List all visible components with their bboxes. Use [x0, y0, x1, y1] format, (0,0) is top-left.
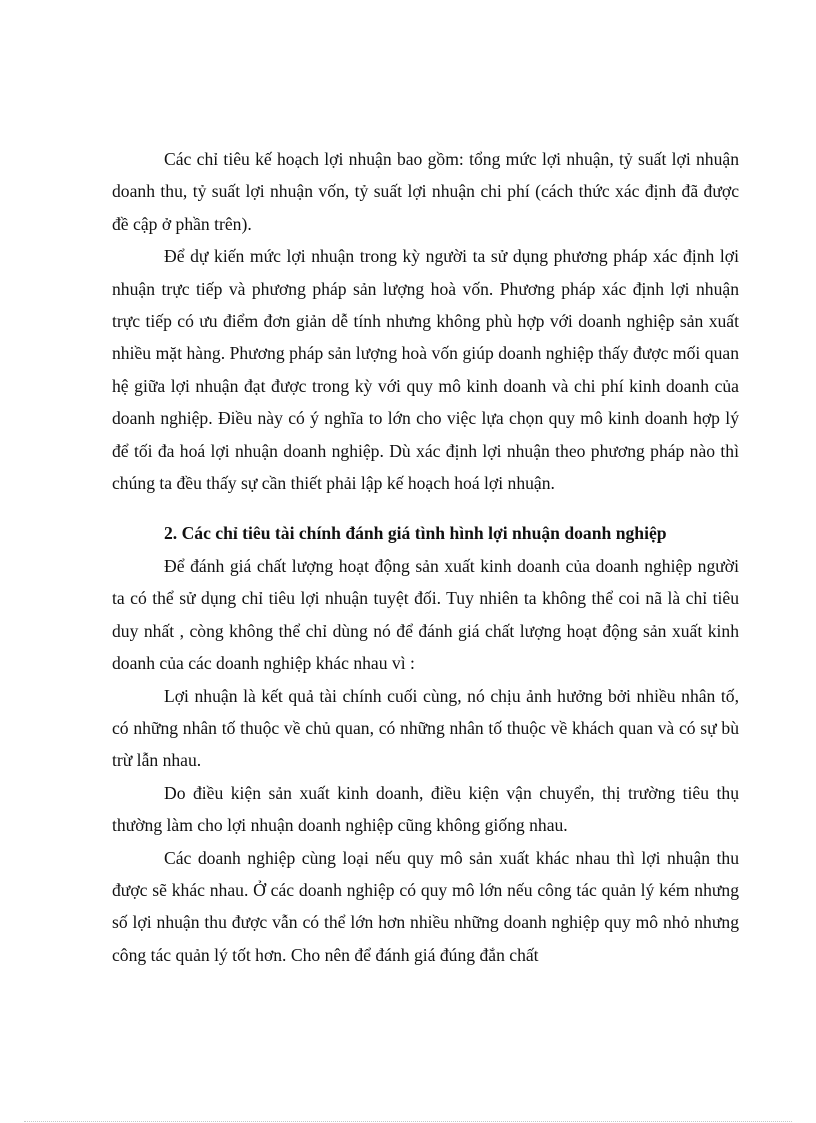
paragraph-profit-estimation-methods: Để dự kiến mức lợi nhuận trong kỳ người ta sử dụng phương pháp xác định lợi nhuận trực tiếp và phương pháp sản lượng hoà vốn. Phương pháp xác định lợi nhuận trực tiếp có ưu điểm đơn giản dễ tính nhưng không phù hợp với doanh nghiệp sản xuất nhiều mặt hàng. Phương pháp sản lượng hoà vốn giúp doanh nghiệp thấy được mối quan hệ giữa lợi nhuận đạt được trong kỳ với quy mô kinh doanh và chi phí kinh doanh của doanh nghiệp. Điều này có ý nghĩa to lớn cho việc lựa chọn quy mô kinh doanh hợp lý để tối đa hoá lợi nhuận doanh nghiệp. Dù xác định lợi nhuận theo phương pháp nào thì chúng ta đều thấy sự cần thiết phải lập kế hoạch hoá lợi nhuận.	[112, 246, 739, 494]
section-heading: 2. Các chỉ tiêu tài chính đánh giá tình hình lợi nhuận doanh nghiệp	[164, 523, 667, 544]
page-bottom-divider	[24, 1121, 792, 1122]
document-body	[112, 143, 739, 971]
paragraph-enterprise-scale: Các doanh nghiệp cùng loại nếu quy mô sản xuất khác nhau thì lợi nhuận thu được sẽ khác nhau. Ở các doanh nghiệp có quy mô lớn nếu công tác quản lý kém nhưng số lợi nhuận thu được vẫn có thể lớn hơn nhiều những doanh nghiệp quy mô nhỏ nhưng công tác quản lý tốt hơn. Cho nên để đánh giá đúng đắn chất	[112, 847, 739, 965]
paragraph-production-conditions: Do điều kiện sản xuất kinh doanh, điều kiện vận chuyển, thị trường tiêu thụ thường làm cho lợi nhuận doanh nghiệp cũng không giống nhau.	[112, 782, 739, 836]
paragraph-absolute-profit-indicator: Để đánh giá chất lượng hoạt động sản xuất kinh doanh của doanh nghiệp người ta có thể sử dụng chỉ tiêu lợi nhuận tuyệt đối. Tuy nhiên ta không thể coi nã là chỉ tiêu duy nhất , còng không thể chỉ dùng nó để đánh giá chất lượng hoạt động sản xuất kinh doanh của các doanh nghiệp khác nhau vì :	[112, 555, 739, 674]
paragraph-profit-plan-indicators: Các chỉ tiêu kế hoạch lợi nhuận bao gồm: tổng mức lợi nhuận, tỷ suất lợi nhuận doanh thu, tỷ suất lợi nhuận vốn, tỷ suất lợi nhuận chi phí (cách thức xác định đã được đề cập ở phần trên).	[112, 149, 739, 234]
paragraph-profit-final-result: Lợi nhuận là kết quả tài chính cuối cùng, nó chịu ảnh hưởng bởi nhiều nhân tố, có những nhân tố thuộc về chủ quan, có những nhân tố thuộc về khách quan và có sự bù trừ lẫn nhau.	[112, 685, 739, 771]
